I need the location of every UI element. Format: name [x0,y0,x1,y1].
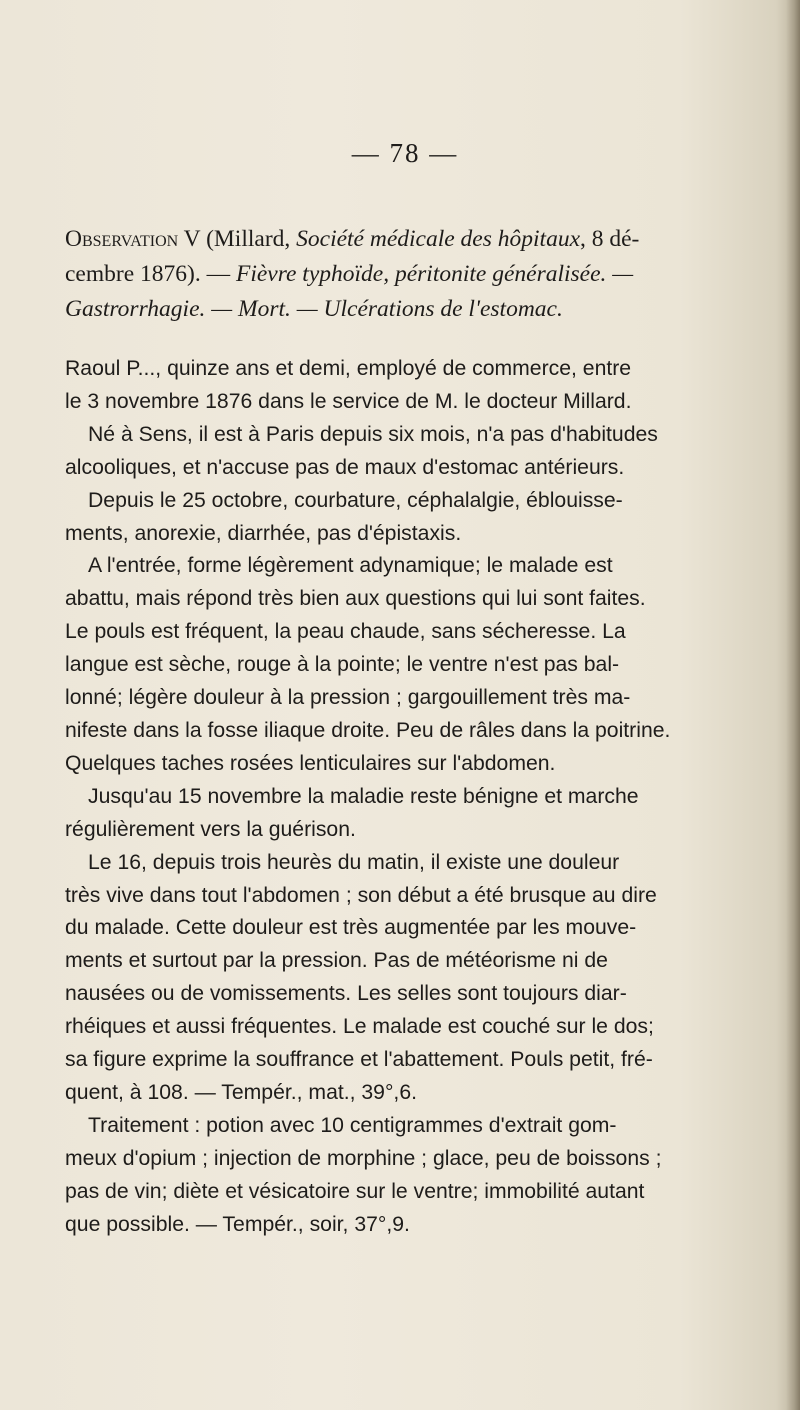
body-line: ments, anorexie, diarrhée, pas d'épistaxis. [65,521,462,545]
body-line: Le pouls est fréquent, la peau chaude, sans sécheresse. La [65,620,626,644]
journal-name: Société médicale des hôpitaux [296,226,580,252]
page-edge-shadow [786,0,800,1410]
body-line: nifeste dans la fosse iliaque droite. Peu de râles dans la poitrine. [65,718,671,742]
body-line: rhéiques et aussi fréquentes. Le malade est couché sur le dos; [65,1015,654,1039]
observation-label: Observation [65,226,179,252]
body-line: meux d'opium ; injection de morphine ; glace, peu de boissons ; [65,1146,662,1170]
heading-line-2 [65,257,745,292]
body-line: que possible. — Tempér., soir, 37°,9. [65,1212,410,1236]
heading-line-3: Gastrorrhagie. — Mort. — Ulcérations de l'estomac. [65,296,563,322]
heading-text: cembre 1876). — [65,261,236,287]
observation-heading [65,222,745,327]
body-line: Raoul P..., quinze ans et demi, employé de commerce, entre [65,357,632,380]
body-line: très vive dans tout l'abdomen ; son début a été brusque au dire [65,883,657,907]
body-line: sa figure exprime la souffrance et l'abattement. Pouls petit, fré- [65,1048,653,1072]
body-line: Né à Sens, il est à Paris depuis six mois, n'a pas d'habitudes [88,422,658,446]
body-line: Traitement : potion avec 10 centigrammes d'extrait gom- [88,1113,617,1137]
heading-text: , 8 dé- [580,226,640,252]
body-line: abattu, mais répond très bien aux questions qui lui sont faites. [65,587,646,611]
body-line: A l'entrée, forme légèrement adynamique; le malade est [88,554,613,578]
heading-text: V (Millard, [178,226,297,252]
body-line: Jusqu'au 15 novembre la maladie reste bénigne et marche [88,784,639,808]
body-line: Le 16, depuis trois heurès du matin, il existe une douleur [88,850,620,874]
diagnosis-text: Fièvre typhoïde, péritonite généralisée. — [235,261,634,287]
page-number: — 78 — [351,138,459,168]
heading-line-1 [65,222,745,257]
body-line: du malade. Cette douleur est très augmentée par les mouve- [65,916,637,940]
observation-body [65,353,745,1241]
body-line: alcooliques, et n'accuse pas de maux d'estomac antérieurs. [65,455,625,479]
body-line: Quelques taches rosées lenticulaires sur l'abdomen. [65,751,556,775]
body-line: langue est sèche, rouge à la pointe; le ventre n'est pas bal- [65,653,620,677]
body-line: lonné; légère douleur à la pression ; gargouillement très ma- [65,686,631,710]
body-line: régulièrement vers la guérison. [65,817,356,841]
body-line: pas de vin; diète et vésicatoire sur le ventre; immobilité autant [65,1179,645,1203]
body-line: nausées ou de vomissements. Les selles sont toujours diar- [65,982,627,1006]
body-line: quent, à 108. — Tempér., mat., 39°,6. [65,1080,417,1104]
body-line: ments et surtout par la pression. Pas de météorisme ni de [65,949,608,973]
body-line: Depuis le 25 octobre, courbature, céphalalgie, éblouisse- [88,488,623,512]
body-line: le 3 novembre 1876 dans le service de M. le docteur Millard. [65,389,632,413]
